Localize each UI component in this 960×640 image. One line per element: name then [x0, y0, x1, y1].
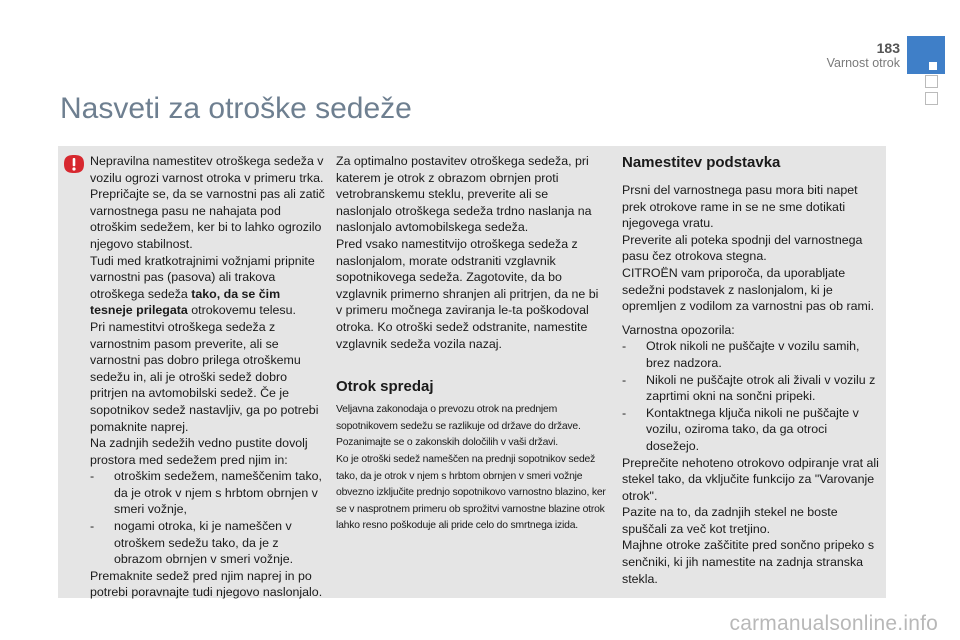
paragraph: Preverite ali poteka spodnji del varnostnega pasu čez otrokova stegna.	[622, 232, 863, 264]
list-item-text: nogami otroka, ki je nameščen v otroškem sedežu tako, da je z obrazom obrnjen v smeri vožnje.	[114, 519, 294, 567]
list-item-text: Kontaktnega ključa nikoli ne puščajte v vozilu, oziroma tako, da ga otroci dosežejo.	[646, 405, 859, 453]
safety-warnings-list	[622, 338, 880, 454]
list-item	[90, 468, 326, 518]
paragraph: Varnostna opozorila:	[622, 322, 735, 337]
list-item	[622, 372, 880, 405]
list-marker: -	[90, 519, 95, 534]
paragraph: Majhne otroke zaščitite pred sončno pripeko s senčniki, ki jih namestite na zadnja stranska stekla.	[622, 538, 875, 586]
section-heading: Otrok spredaj	[336, 378, 434, 396]
emphasis: tako, da se čim tesneje prilegata	[90, 286, 281, 318]
chapter-tab	[907, 36, 945, 74]
chapter-tab-outline-2	[925, 92, 938, 105]
paragraph: Ko je otroški sedež nameščen na prednji sopotnikov sedež tako, da je otrok v njem s hrbtom obrnjen v smeri vožnje obvezno izključite prednjo sopotnikovo varnostno blazino, ker se v nasprotnem primeru ob sprožitvi varnostne blazine otrok lahko resno poškoduje ali pride celo do smrtnega izida.	[336, 453, 606, 532]
paragraph: Za optimalno postavitev otroškega sedeža, pri katerem je otrok z obrazom obrnjen proti vetrobranskemu steklu, preverite ali se naslonjalo otroškega sedeža trdno naslanja na naslonjalo avtomobilskega sedeža.	[336, 154, 592, 235]
text: Tudi med kratkotrajnimi vožnjami pripnite varnostni pas (pasova) ali trakova otroškega sedeža	[90, 253, 315, 301]
section-name: Varnost otrok	[826, 56, 900, 70]
paragraph: Nepravilna namestitev otroškega sedeža v vozilu ogrozi varnost otroka v primeru trka.	[90, 154, 324, 185]
column-left	[90, 153, 326, 601]
spacer	[622, 315, 880, 322]
list-item	[90, 518, 326, 568]
page-title: Nasveti za otroške sedeže	[60, 92, 412, 125]
paragraph: Prsni del varnostnega pasu mora biti napet prek otrokove rame in se ne sme dotikati njegovega vratu.	[622, 183, 858, 231]
paragraph: Premaknite sedež pred njim naprej in po potrebi poravnajte tudi njegovo naslonjalo.	[90, 568, 323, 600]
chapter-tab-outline-1	[925, 75, 938, 88]
page-number: 183	[876, 40, 900, 56]
paragraph: CITROËN vam priporoča, da uporabljate sedežni podstavek z naslonjalom, ki je opremljen z vodilom za varnostni pas ob rami.	[622, 265, 875, 314]
list-item-text: Otrok nikoli ne puščajte v vozilu samih, brez nadzora.	[646, 339, 860, 370]
list-marker: -	[622, 405, 627, 420]
content-panel	[58, 146, 886, 598]
paragraph: Veljavna zakonodaja o prevozu otrok na prednjem sopotnikovem sedežu se razlikuje od države do države.	[336, 404, 581, 432]
column-right	[622, 152, 880, 587]
paragraph: Pred vsako namestitvijo otroškega sedeža z naslonjalom, morate odstraniti vzglavnik sopotnikovega sedeža. Zagotovite, da bo vzglavnik primerno shranjen ali pritrjen, da ne bi v primeru močnega zaviranja le-ta poškodoval otroka. Ko otroški sedež odstranite, namestite vzglavnik sedeža vozila nazaj.	[336, 236, 599, 351]
list-item	[622, 405, 880, 455]
list-item-text: otroškim sedežem, nameščenim tako, da je otrok v njem s hrbtom obrnjen v smeri vožnje,	[114, 469, 322, 517]
paragraph: Preprečite nehoteno otrokovo odpiranje vrat ali stekel tako, da vključite funkcijo za "Varovanje otrok".	[622, 455, 879, 503]
section-heading: Namestitev podstavka	[622, 154, 781, 171]
paragraph: Pri namestitvi otroškega sedeža z varnostnim pasom preverite, ali se varnostni pas dobro prilega otroškemu sedežu in, ali je otroški sedež dobro pritrjen na avtomobilski sedež. Če je sopotnikov sedež nastavljiv, ga po potrebi pomaknite naprej.	[90, 319, 319, 434]
warning-icon	[64, 155, 84, 173]
list-item-text: Nikoli ne puščajte otrok ali živali v vozilu z zaprtimi okni na sončni pripeki.	[646, 372, 876, 404]
text: otrokovemu telesu.	[187, 303, 296, 318]
list-marker: -	[90, 469, 95, 484]
column-middle	[336, 153, 606, 535]
chapter-tab-marker	[929, 62, 937, 70]
paragraph	[90, 253, 326, 319]
paragraph: Prepričajte se, da se varnostni pas ali zatič varnostnega pasu ne nahajata pod otroškim sedežem, ker bi to lahko ogrozilo njegovo stabilnost.	[90, 187, 325, 251]
seat-spacing-list	[90, 468, 326, 568]
list-marker: -	[622, 339, 627, 354]
list-item	[622, 338, 880, 371]
paragraph: Pozanimajte se o zakonskih določilih v vaši državi.	[336, 437, 558, 449]
list-marker: -	[622, 372, 627, 387]
watermark: carmanualsonline.info	[729, 612, 938, 635]
paragraph: Na zadnjih sedežih vedno pustite dovolj prostora med sedežem pred njim in:	[90, 436, 308, 467]
paragraph: Pazite na to, da zadnjih stekel ne boste spuščali za več kot tretjino.	[622, 505, 838, 536]
